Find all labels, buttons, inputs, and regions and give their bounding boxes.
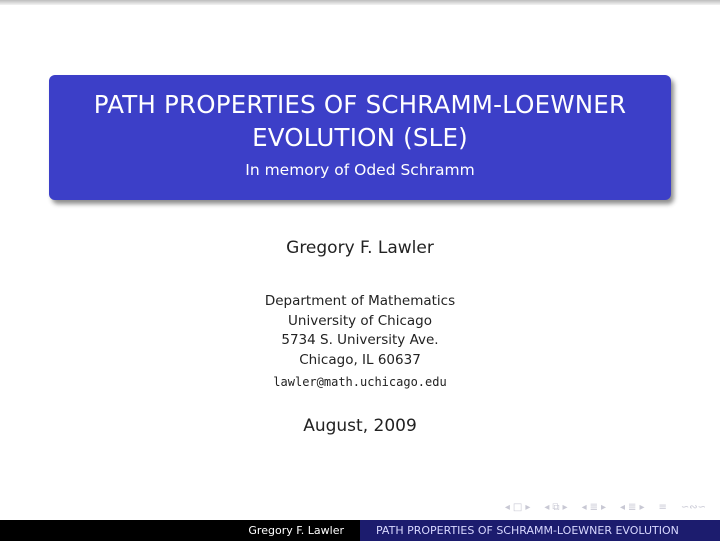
nav-first-icon[interactable]: ◂ [504, 502, 510, 513]
nav-prev-slide-icon[interactable]: ◂ [620, 502, 626, 513]
presentation-date: August, 2009 [303, 416, 417, 436]
nav-next-icon[interactable]: ▸ [525, 502, 531, 513]
nav-next-subsection-icon[interactable]: ▸ [600, 502, 607, 513]
footer-bar [0, 520, 720, 541]
author-email[interactable]: lawler@math.uchicago.edu [273, 375, 447, 389]
navigation-bar [505, 502, 706, 514]
author-name: Gregory F. Lawler [286, 238, 434, 258]
institute-line-2: University of Chicago [288, 312, 432, 329]
nav-prev-section-icon[interactable]: ◂ [544, 502, 550, 513]
institute-block [0, 292, 720, 370]
slide-subtitle: In memory of Oded Schramm [245, 161, 475, 179]
institute-line-1: Department of Mathematics [264, 293, 456, 309]
title-block [49, 75, 671, 200]
footer-author: Gregory F. Lawler [248, 524, 344, 537]
title-line-2: EVOLUTION (SLE) [252, 123, 468, 152]
slide-title [49, 88, 671, 154]
nav-section-icon[interactable]: ⧉ [552, 502, 560, 513]
nav-search-icon[interactable]: ∽∾∽ [680, 502, 706, 513]
title-line-1: PATH PROPERTIES OF SCHRAMM-LOEWNER [93, 90, 627, 119]
institute-line-3: 5734 S. University Ave. [281, 332, 439, 348]
nav-slide-icon[interactable]: ≣ [628, 502, 637, 513]
nav-prev-subsection-icon[interactable]: ◂ [581, 502, 587, 513]
nav-next-section-icon[interactable]: ▸ [562, 502, 568, 513]
nav-align-icon[interactable]: ≡ [658, 502, 667, 513]
nav-next-slide-icon[interactable]: ▸ [639, 502, 645, 513]
top-rule [0, 0, 720, 5]
institute-line-4: Chicago, IL 60637 [299, 351, 421, 368]
nav-subsection-icon[interactable]: ≣ [589, 502, 598, 513]
nav-frame-icon[interactable]: □ [512, 502, 523, 513]
footer-title: PATH PROPERTIES OF SCHRAMM-LOEWNER EVOLUTION [360, 520, 720, 541]
